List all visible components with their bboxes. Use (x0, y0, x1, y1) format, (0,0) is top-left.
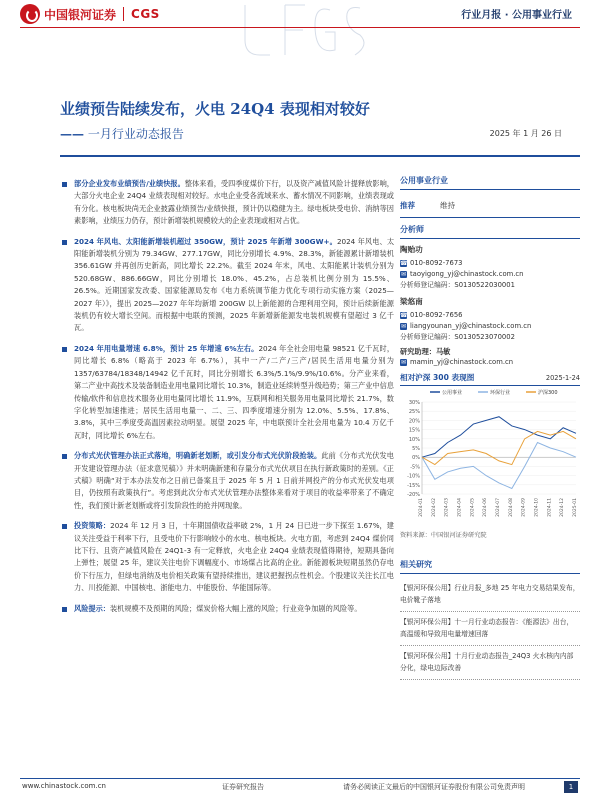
assistant-email-row (400, 357, 580, 368)
bullet-square-icon (62, 454, 67, 459)
chart-y-tick-label: 5% (412, 446, 420, 452)
footer-center: 证券研究报告 (222, 783, 264, 791)
analyst-email-row (400, 321, 580, 332)
paragraph-heading: 分布式光伏管理办法正式落地，明确新老划断，或引发分布式光伏阶段抢装。 (74, 451, 322, 461)
publish-date: 2025 年 1 月 26 日 (489, 129, 562, 138)
analysts-title: 分析师 (400, 224, 580, 239)
chart-series-line-0 (422, 417, 576, 457)
paragraph-earnings (62, 178, 394, 228)
paragraph-installations (62, 236, 394, 335)
bullet-square-icon (62, 347, 67, 352)
chart-x-tick-label: 2024-10 (534, 498, 540, 517)
bullet-square-icon (62, 182, 67, 187)
paragraph-distributed-pv (62, 450, 394, 512)
logo-en-text: CGS (131, 7, 160, 21)
chart-header (400, 372, 580, 386)
paragraph-text: 装机规模不及预期的风险；煤炭价格大幅上涨的风险；行业竞争加剧的风险等。 (109, 603, 362, 613)
related-item[interactable]: 【银河环保公用】行业月报_多地 25 年电力交易结果发布，电价靴子落地 (400, 578, 580, 612)
logo-separator (123, 7, 124, 21)
chart-x-tick-label: 2024-06 (483, 498, 489, 517)
relative-performance-chart (400, 386, 580, 526)
paragraph-text: 整体来看，受四季度煤价下行，以及资产减值风险计提释放影响，大部分火电企业 24Q4 业绩表现相对较好。水电企业受各流域来水、蓄水情况不同影响，业绩表现或有分化。核电板块尚无企业披露业绩预告/业绩快报，预计仍以稳健为主。绿电板块受电价、消纳等因素影响，业绩压力仍存，预计新增装机规模较大的企业表现或相对占优。 (74, 179, 394, 226)
analyst-name: 陶贻功 (400, 245, 423, 254)
rating-value: 维持 (440, 201, 455, 210)
mail-icon: ✉ (400, 271, 407, 278)
report-subtitle (60, 125, 184, 142)
chart-title: 相对沪深 300 表现图 (400, 373, 475, 382)
chart-legend-label: 公用事业 (442, 390, 463, 396)
related-item[interactable]: 【银河环保公用】十月行业动态报告_24Q3 火水核内内部分化，绿电边际改善 (400, 646, 580, 680)
paragraph-text: 2024 年全社会用电量 98521 亿千瓦时，同比增长 6.8%（略高于 2023 年 6.7%），其中一产/二产/三产/居民生活用电量分别为 1357/63784/18348/14942 亿千瓦时，同比分别增长 6.3%/5.1%/9.9%/10.6%。分产业来看，第二产业中高技术及装备制造业用电量同比增长 10.3%，制造业延续转型升级趋势；第三产业中信息传输/软件和信息技术服务业用电量同比增长 11.9%，互联网和相关服务用电量同比增长 21.7%，数字化转型加速推进；居民生活用电量一、二、三、四季度增速分别为 12.0%、5.5%、17.8%、3.8%，其中三季度受高温因素拉动明显。展望 2025 年，中电联预计全社会用电量为 10.4 万亿千瓦时，同比增长 6%左右。 (74, 343, 395, 440)
related-title: 相关研究 (400, 559, 580, 574)
phone-icon: ☎ (400, 260, 408, 267)
paragraph-heading: 2024 年用电量增速 6.8%，预计 25 年增速 6%左右。 (74, 343, 259, 353)
chart-x-tick-label: 2024-02 (431, 498, 437, 517)
chart-y-tick-label: 0% (412, 455, 420, 462)
bullet-square-icon (62, 607, 67, 612)
analyst-phone: 010-8092-7673 (410, 259, 463, 267)
footer-disclaimer: 请务必阅读正文最后的中国银河证券股份有限公司免责声明 (343, 783, 525, 791)
chart-y-tick-label: 20% (408, 418, 420, 425)
paragraph-risk (62, 603, 394, 615)
paragraph-heading: 2024 年风电、太阳能新增装机超过 350GW，预计 2025 年新增 300GW+。 (74, 236, 337, 246)
assistant-label: 研究助理：马敏 (400, 347, 451, 356)
report-category: 行业月报 · 公用事业行业 (461, 10, 572, 21)
chart-x-tick-label: 2024-11 (547, 498, 553, 517)
analyst-email[interactable]: liangyounan_yj@chinastock.com.cn (410, 322, 532, 330)
chart-y-tick-label: 25% (408, 409, 420, 416)
sidebar (400, 175, 580, 680)
paragraph-electricity (62, 343, 394, 442)
analyst-cert: 分析师登记编码：S0130523070002 (400, 333, 515, 341)
subtitle-text: 一月行业动态报告 (87, 127, 184, 141)
related-item[interactable]: 【银河环保公用】十一月行业动态报告：《能源法》出台，高温缓和导致用电量增速回落 (400, 612, 580, 646)
chart-date: 2025-1-24 (545, 374, 580, 382)
assistant-email[interactable]: mamin_yj@chinastock.com.cn (410, 358, 514, 366)
paragraph-text: 2024 年 12 月 3 日，十年期国债收益率破 2%，1 月 24 日已进一步下探至 1.67%，建议关注受益于利率下行，且受电价下行影响较小的水电、核电板块。火电方面，考虑到 24Q4 煤价同比下行、且资产减值风险在 24Q1-3 有一定释放，火电企业 24Q4 业绩表现值得期待，短期具备向上弹性；展望 25 年，建议关注电价下调幅度小、市场煤占比高的企业。新能源板块短期虽然仍存电价下行压力，但绿电消纳及电价相关政策有望持续推出，建议把握拐点性机会。个股建议关注长江电力、川投能源、中国核电、浙能电力、中能股份、华能国际等。 (74, 521, 394, 593)
chart-y-tick-label: -10% (407, 473, 420, 480)
analyst-email-row (400, 269, 580, 280)
chart-x-tick-label: 2024-04 (457, 498, 463, 517)
chart-x-tick-label: 2024-03 (444, 498, 450, 517)
chart-y-tick-label: -5% (410, 464, 420, 471)
chart-source: 资料来源：中国银河证券研究院 (400, 532, 487, 539)
header-divider (20, 27, 580, 28)
chart-x-tick-label: 2025-01 (573, 498, 578, 517)
chart-x-tick-label: 2024-05 (470, 498, 476, 517)
footer-site[interactable]: www.chinastock.com.cn (22, 782, 106, 790)
main-body (62, 178, 394, 623)
chart-series-line-1 (422, 442, 576, 488)
analyst-name: 梁悠南 (400, 297, 423, 306)
paragraph-heading: 投资策略： (74, 521, 111, 531)
chart-legend-label: 环保行业 (490, 390, 511, 396)
chart-x-tick-label: 2024-08 (508, 498, 514, 517)
chart-y-tick-label: 10% (408, 436, 420, 443)
analyst-phone: 010-8092-7656 (410, 311, 463, 319)
bullet-square-icon (62, 240, 67, 245)
analyst-phone-row (400, 258, 580, 269)
chart-legend-label: 沪深300 (538, 390, 558, 396)
paragraph-heading: 部分企业发布业绩预告/业绩快报。 (74, 179, 185, 188)
mail-icon: ✉ (400, 359, 407, 366)
report-title: 业绩预告陆续发布，火电 24Q4 表现相对较好 (60, 100, 370, 118)
title-divider (60, 155, 580, 157)
phone-icon: ☎ (400, 312, 408, 319)
analysts-section (400, 224, 580, 368)
rating-row (400, 194, 580, 218)
footer-divider (20, 778, 580, 779)
subtitle-dash: —— (60, 127, 84, 141)
industry-title: 公用事业行业 (400, 175, 580, 190)
chart-y-tick-label: 15% (408, 427, 420, 434)
analyst-phone-row (400, 310, 580, 321)
paragraph-text: 2024 年风电、太阳能新增装机分别为 79.34GW、277.17GW，同比分别增长 4.9%、28.3%，新能源累计新增装机 356.61GW 并再创历史新高，同比增长 22.2%。截至 2024 年末，风电、太阳能累计装机分别为 520.68GW、886.66GW，同比分别增长 18.0%、45.2%，占总装机比例分别为 15.5%、26.5%。近期国家发改委、国家能源局发布《电力系统调节能力优化专项行动实施方案（2025—2027 年）》，提出 2025—2027 年年均新增 200GW 以上新能源的合理利用空间，预计后续新能源装机仍有较大增长空间。而根据中电联的预测，2025 年新增新能源发电装机规模有望超过 3 亿千瓦。 (74, 236, 395, 333)
chart-x-tick-label: 2024-07 (496, 498, 501, 517)
logo-cn-text: 中国银河证券 (44, 7, 117, 22)
watermark-graphic (235, 0, 375, 80)
chart-x-tick-label: 2024-12 (560, 498, 566, 517)
paragraph-text: 此前《分布式光伏发电开发建设管理办法（征求意见稿）》并未明确新建和存量分布式光伏项目在执行新政策时的差别。《正式稿》明确“对于本办法发布之日前已备案且于 2025 年 5 月 1 日前并网投产的分布式光伏发电项目，仍按照有政策执行”。考虑到此次分布式光伏管理办法整体来看对于项目的收益率带来了不确定性，我们预计新老划断或将引发阶段性的抢并网现象。 (74, 451, 394, 510)
paragraph-strategy (62, 520, 394, 594)
page-number: 1 (564, 781, 578, 793)
company-logo (20, 4, 160, 24)
chart-y-tick-label: -20% (407, 492, 420, 498)
analyst-cert: 分析师登记编码：S0130522030001 (400, 281, 515, 289)
rating-label: 推荐 (400, 201, 415, 210)
mail-icon: ✉ (400, 323, 407, 330)
bullet-square-icon (62, 524, 67, 529)
chart-y-tick-label: -15% (407, 482, 420, 489)
chart-x-tick-label: 2024-01 (419, 498, 424, 517)
paragraph-heading: 风险提示： (74, 603, 110, 613)
chart-x-tick-label: 2024-09 (521, 498, 527, 517)
analyst-email[interactable]: taoyigong_yj@chinastock.com.cn (410, 270, 524, 278)
logo-mark-icon (20, 4, 40, 24)
chart-y-tick-label: 30% (408, 400, 420, 406)
